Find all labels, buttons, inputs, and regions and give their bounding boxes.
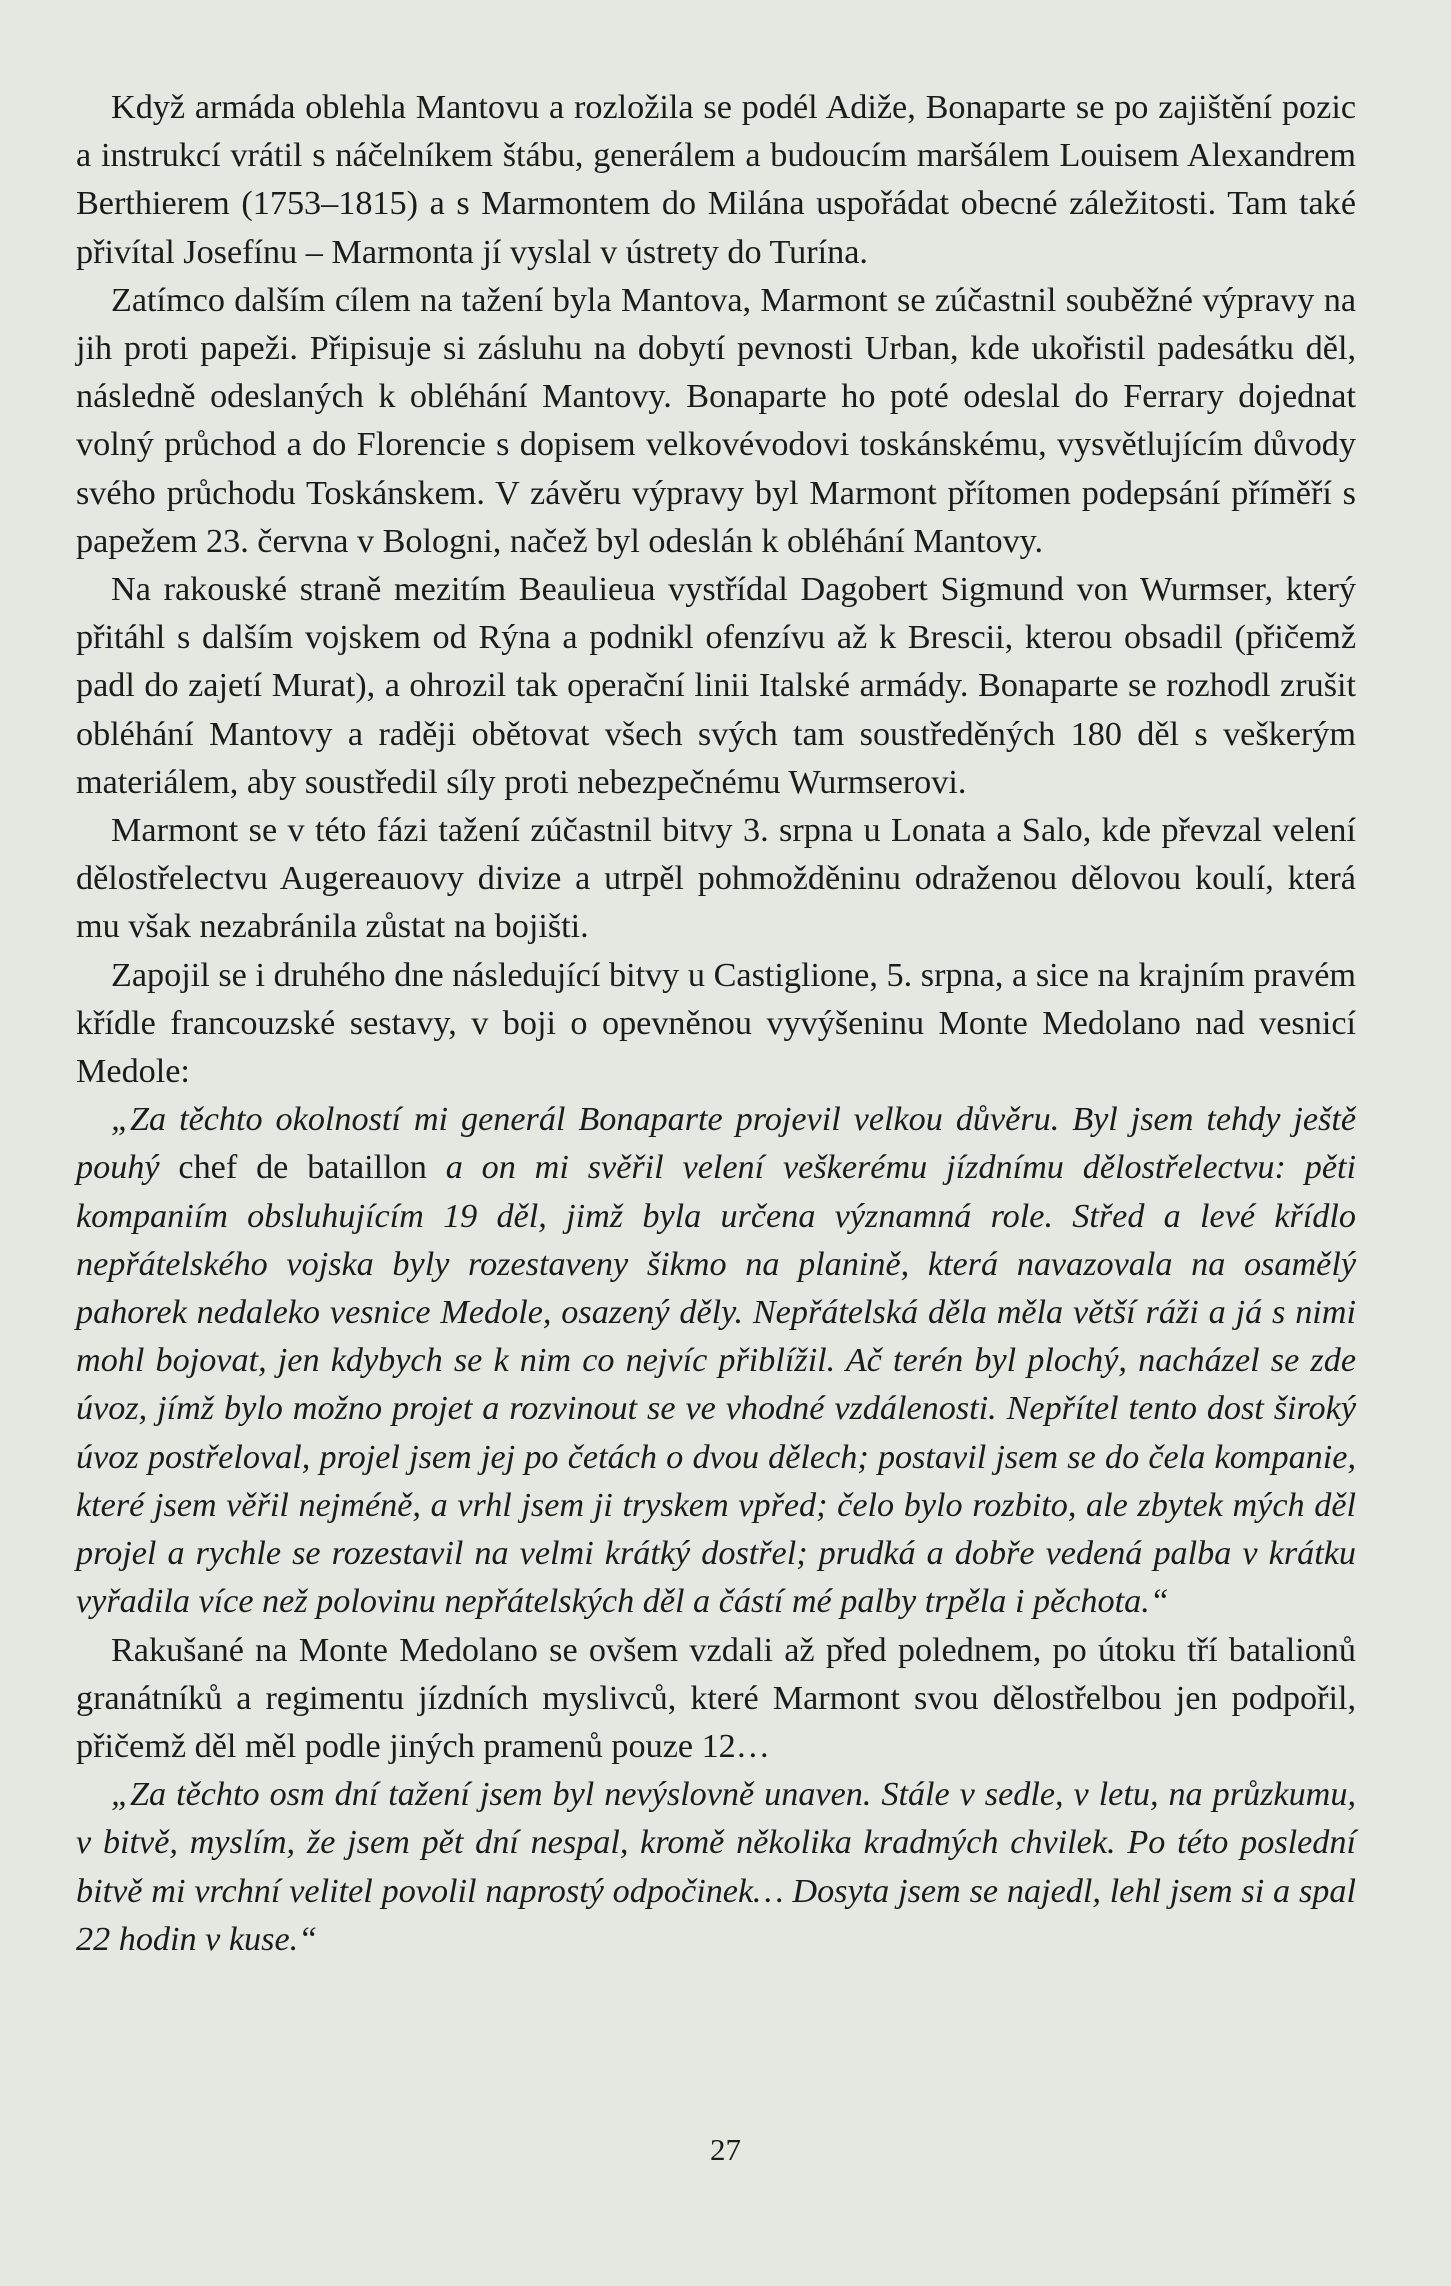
paragraph-2: Zatímco dalším cílem na tažení byla Mantova, Marmont se zúčastnil souběžné výpravy na jih proti papeži. Připisuje si zásluhu na dobytí pevnosti Urban, kde ukořistil padesátku děl, následně odeslaných k obléhání Mantovy. Bonaparte ho poté odeslal do Ferrary dojednat volný průchod a do Florencie s dopisem velkovévodovi toskánskému, vysvětlujícím důvody svého průchodu Toskánskem. V závěru výpravy byl Marmont přítomen podepsání příměří s papežem 23. června v Bologni, načež byl odeslán k obléhání Mantovy. xyxy=(76,281,1356,560)
quote-1-part-1: „Za těchto okolností mi generál Bonaparte projevil velkou důvěru. Byl jsem tehdy ještě pouhý xyxy=(76,1101,1356,1187)
body-text xyxy=(76,84,1356,1964)
quote-2: „Za těchto osm dní tažení jsem byl nevýslovně unaven. Stále v sedle, v letu, na průzkumu, v bitvě, myslím, že jsem pět dní nespal, kromě několika kradmých chvilek. Po této poslední bitvě mi vrchní velitel povolil naprostý odpočinek… Dosyta jsem se najedl, lehl jsem si a spal 22 hodin v kuse.“ xyxy=(76,1776,1356,1958)
paragraph-6: Rakušané na Monte Medolano se ovšem vzdali až před polednem, po útoku tří batalionů granátníků a regimentu jízdních myslivců, které Marmont svou dělostřelbou jen podpořil, přičemž děl měl podle jiných pramenů pouze 12… xyxy=(76,1631,1356,1765)
paragraph-1: Když armáda oblehla Mantovu a rozložila se podél Adiže, Bonaparte se po zajištění pozic a instrukcí vrátil s náčelníkem štábu, generálem a budoucím maršálem Louisem Alexandrem Berthierem (1753–1815) a s Marmontem do Milána uspořádat obecné záležitosti. Tam také přivítal Josefínu – Marmonta jí vyslal v ústrety do Turína. xyxy=(76,89,1356,271)
paragraph-5: Zapojil se i druhého dne následující bitvy u Castiglione, 5. srpna, a sice na krajním pravém křídle francouzské sestavy, v boji o opevněnou vyvýšeninu Monte Medolano nad vesnicí Medole: xyxy=(76,956,1356,1091)
paragraph-3: Na rakouské straně mezitím Beaulieua vystřídal Dagobert Sigmund von Wurmser, který přitáhl s dalším vojskem od Rýna a podnikl ofenzívu až k Brescii, kterou obsadil (přičemž padl do zajetí Murat), a ohrozil tak operační linii Italské armády. Bonaparte se rozhodl zrušit obléhání Mantovy a raději obětovat všech svých tam soustředěných 180 děl s veškerým materiálem, aby soustředil síly proti nebezpečnému Wurmserovi. xyxy=(76,571,1356,801)
quote-1-rank-term: chef de bataillon xyxy=(178,1149,427,1187)
page-number: 27 xyxy=(710,2132,741,2167)
quote-1 xyxy=(76,1096,1356,1626)
quote-1-part-2: a on mi svěřil velení veškerému jízdnímu dělostřelectvu: pěti kompaniím obsluhujícím 19 děl, jimž byla určena významná role. Střed a levé křídlo nepřátelského vojska byly rozestaveny šikmo na planině, která navazovala na osamělý pahorek nedaleko vesnice Medole, osazený děly. Nepřátelská děla měla větší ráži a já s nimi mohl bojovat, jen kdybych se k nim co nejvíc přiblížil. Ač terén byl plochý, nacházel se zde úvoz, jímž bylo možno projet a rozvinout se ve vhodné vzdálenosti. Nepřítel tento dost široký úvoz postřeloval, projel jsem jej po četách o dvou dělech; postavil jsem se do čela kompanie, které jsem věřil nejméně, a vrhl jsem ji tryskem vpřed; čelo bylo rozbito, ale zbytek mých děl projel a rychle se rozestavil na velmi krátký dostřel; prudká a dobře vedená palba v krátku vyřadila více než polovinu nepřátelských děl a částí mé palby trpěla i pěchota.“ xyxy=(76,1149,1356,1621)
paragraph-4: Marmont se v této fázi tažení zúčastnil bitvy 3. srpna u Lonata a Salo, kde převzal velení dělostřelectvu Augereauovy divize a utrpěl pohmožděninu odraženou dělovou koulí, která mu však nezabránila zůstat na bojišti. xyxy=(76,812,1356,946)
